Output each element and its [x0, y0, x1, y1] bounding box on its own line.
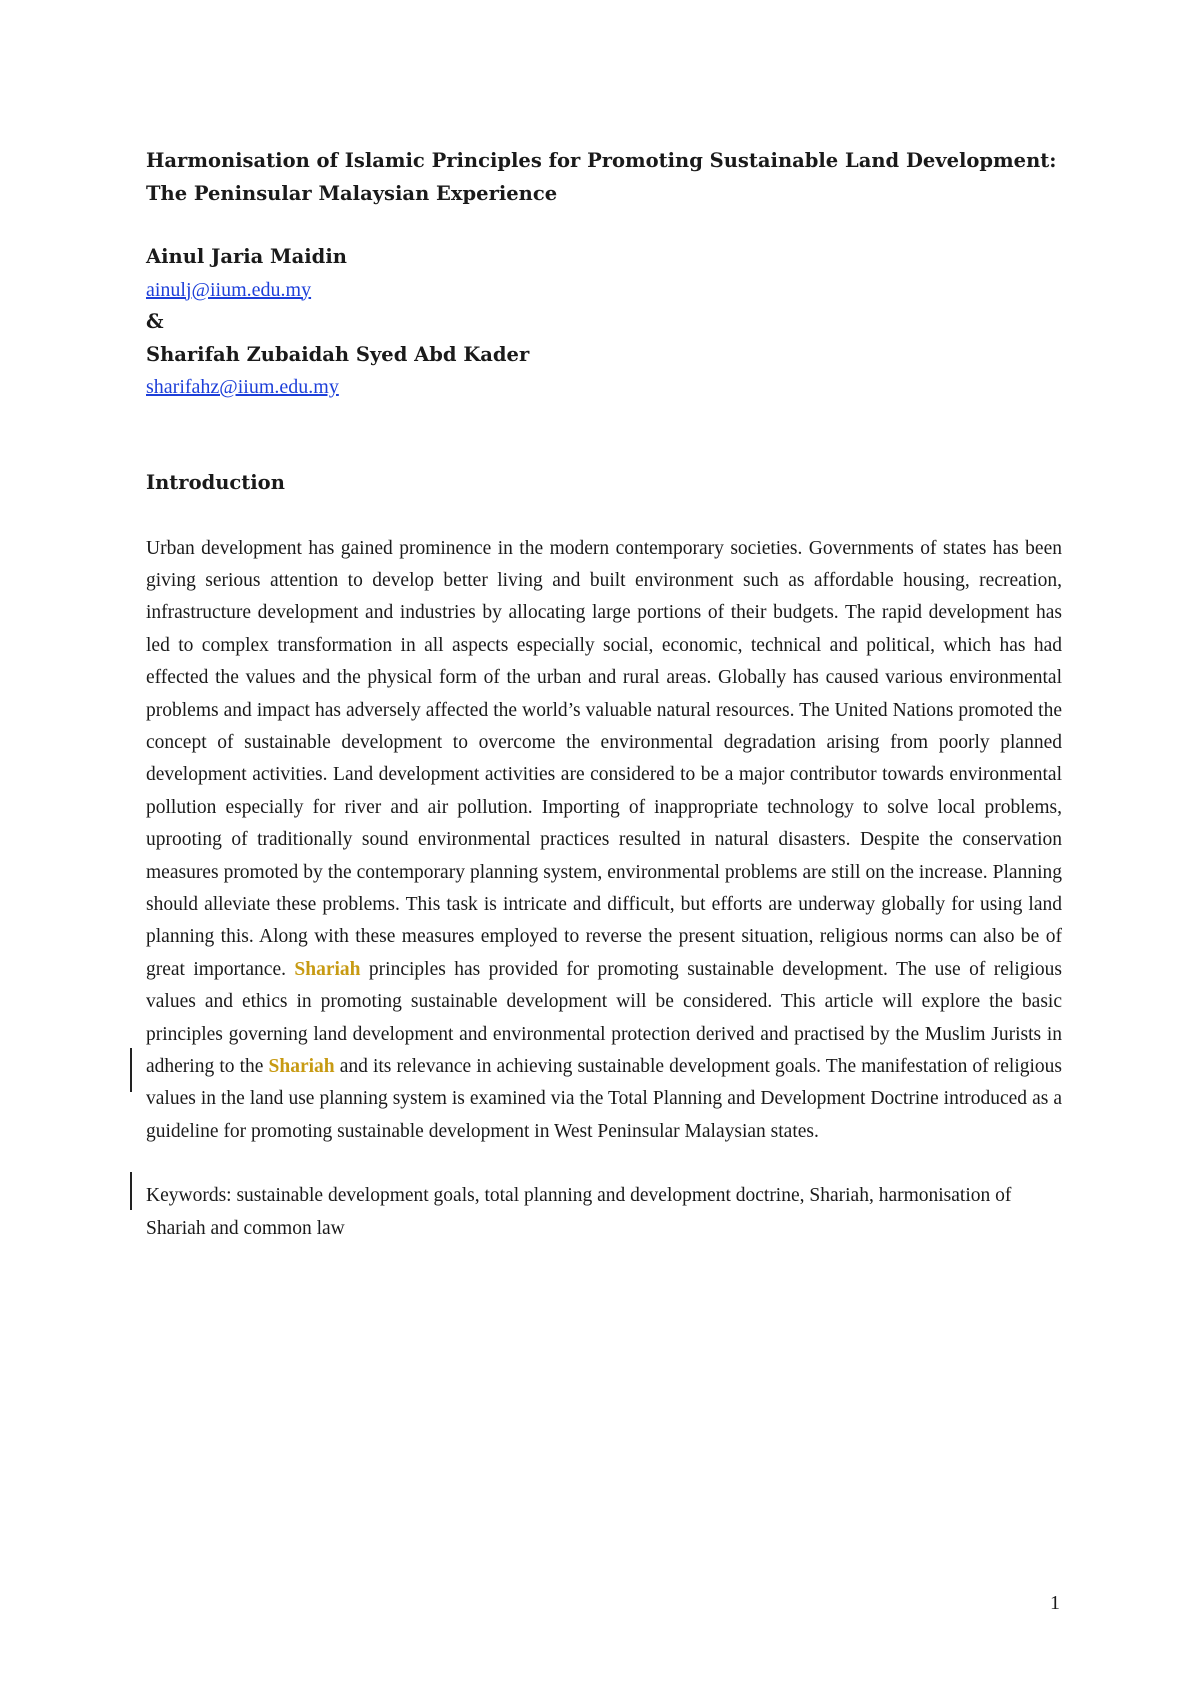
revision-change-bar [130, 1172, 132, 1210]
author-email [146, 371, 1062, 404]
author-name: Sharifah Zubaidah Syed Abd Kader [146, 342, 530, 366]
author-email [146, 274, 1062, 307]
paragraph-text: Urban development has gained prominence in the modern contemporary societies. Governments of states has been giving serious attention to develop better living and built environment such as affordable housing, recreation, infrastructure development and industries by allocating large portions of their budgets. The rapid development has led to complex transformation in all aspects especially social, economic, technical and political, which has had effected the values and the physical form of the urban and rural areas. Globally has caused various environmental problems and impact has adversely affected the world’s valuable natural resources. The United Nations promoted the concept of sustainable development to overcome the environmental degradation arising from poorly planned development activities. Land development activities are considered to be a major contributor towards environmental pollution especially for river and air pollution. Importing of inappropriate technology to solve local problems, uprooting of traditionally sound environmental practices resulted in natural disasters. Despite the conservation measures promoted by the contemporary planning system, environmental problems are still on the increase. Planning should alleviate these problems. This task is intricate and difficult, but efforts are underway globally for using land planning this. Along with these measures employed to reverse the present situation, religious norms can also be of great importance. [146, 537, 1062, 980]
document-title: Harmonisation of Islamic Principles for Promoting Sustainable Land Development: The Peninsular Malaysian Experience [146, 149, 1057, 205]
highlighted-term: Shariah [268, 1056, 335, 1077]
keywords-line: Keywords: sustainable development goals, total planning and development doctrine, Shariah, harmonisation of Shariah and common law [146, 1185, 1012, 1239]
highlighted-term: Shariah [294, 958, 361, 980]
author-block [146, 241, 1062, 404]
document-content [146, 144, 1062, 1265]
introduction-paragraph [146, 533, 1062, 1149]
paragraph-text: principles has provided for promoting sustainable development. The use of religious values and ethics in promoting sustainable development will be considered. This article will explore the basic principles governing land development and environmental protection derived and practised by the Muslim Jurists in adhering to the [146, 958, 1063, 1077]
section-heading: Introduction [146, 470, 285, 494]
paragraph-text: and its relevance in achieving sustainable development goals. The manifestation of religious values in the land use planning system is examined via the Total Planning and Development Doctrine introduced as a guideline for promoting sustainable development in West Peninsular Malaysian states. [146, 1056, 1063, 1142]
author-email-link[interactable]: ainulj@iium.edu.my [146, 278, 312, 301]
author-name: Ainul Jaria Maidin [146, 245, 347, 268]
revision-change-bar [130, 1048, 132, 1092]
page-number: 1 [1050, 1592, 1060, 1614]
author-separator: & [146, 310, 164, 333]
author-email-link[interactable]: sharifahz@iium.edu.my [146, 376, 339, 398]
